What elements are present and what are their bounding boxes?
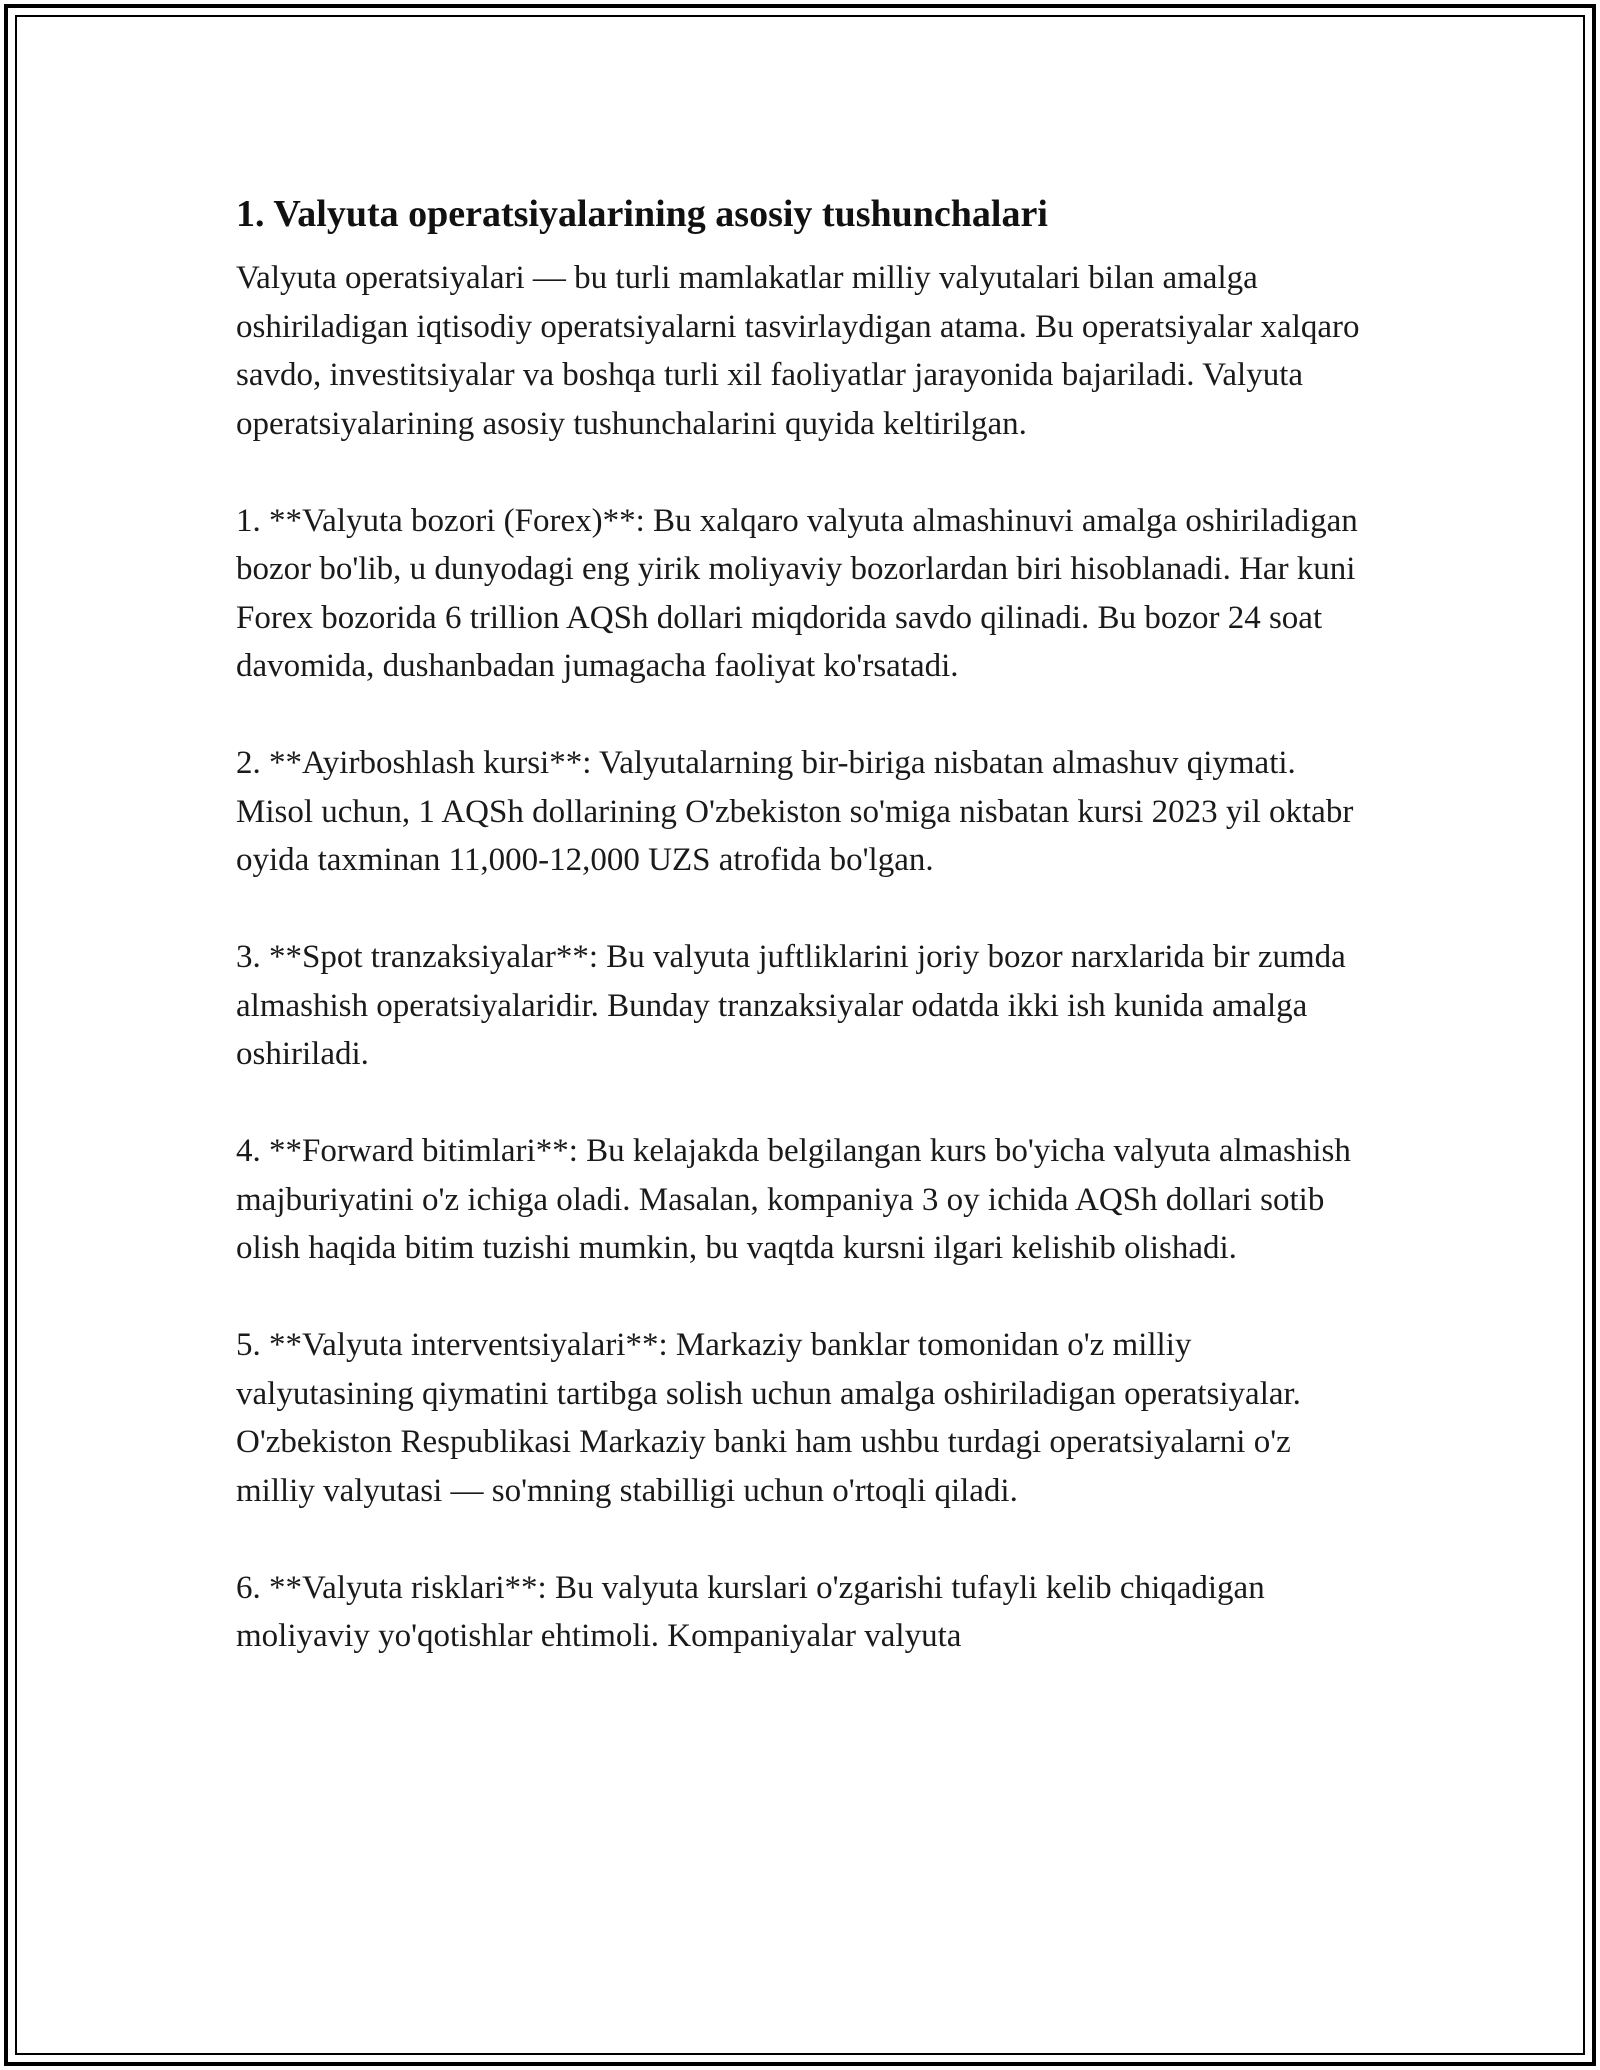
list-item-currency-risks: 6. **Valyuta risklari**: Bu valyuta kurslari o'zgarishi tufayli kelib chiqadigan moliyaviy yo'qotishlar ehtimoli. Kompaniyalar valyuta (236, 1569, 1265, 1654)
list-item-forex: 1. **Valyuta bozori (Forex)**: Bu xalqaro valyuta almashinuvi amalga oshiriladigan bozor bo'lib, u dunyodagi eng yirik moliyaviy bozorlardan biri hisoblanadi. Har kuni Forex bozorida 6 trillion AQSh dollari miqdorida savdo qilinadi. Bu bozor 24 soat davomida, dushanbadan jumagacha faoliyat ko'rsatadi. (236, 502, 1358, 684)
intro-paragraph: Valyuta operatsiyalari — bu turli mamlakatlar milliy valyutalari bilan amalga oshiriladigan iqtisodiy operatsiyalarni tasvirlaydigan atama. Bu operatsiyalar xalqaro savdo, investitsiyalar va boshqa turli xil faoliyatlar jarayonida bajariladi. Valyuta operatsiyalarining asosiy tushunchalarini quyida keltirilgan. (236, 260, 1360, 442)
list-item-currency-interventions: 5. **Valyuta interventsiyalari**: Markaziy banklar tomonidan o'z milliy valyutasining qiymatini tartibga solish uchun amalga oshiriladigan operatsiyalar. O'zbekiston Respublikasi Markaziy banki ham ushbu turdagi operatsiyalarni o'z milliy valyutasi — so'mning stabilligi uchun o'rtoqli qiladi. (236, 1327, 1301, 1509)
document-body (236, 186, 1376, 1709)
list-item-spot-transactions: 3. **Spot tranzaksiyalar**: Bu valyuta juftliklarini joriy bozor narxlarida bir zumda almashish operatsiyalaridir. Bunday tranzaksiyalar odatda ikki ish kunida amalga oshiriladi. (236, 939, 1346, 1072)
list-item-forward-contracts: 4. **Forward bitimlari**: Bu kelajakda belgilangan kurs bo'yicha valyuta almashish majburiyatini o'z ichiga oladi. Masalan, kompaniya 3 oy ichida AQSh dollari sotib olish haqida bitim tuzishi mumkin, bu vaqtda kursni ilgari kelishib olishadi. (236, 1133, 1351, 1266)
section-heading: 1. Valyuta operatsiyalarining asosiy tushunchalari (236, 193, 1048, 235)
list-item-exchange-rate: 2. **Ayirboshlash kursi**: Valyutalarning bir-biriga nisbatan almashuv qiymati. Misol uchun, 1 AQSh dollarining O'zbekiston so'miga nisbatan kursi 2023 yil oktabr oyida taxminan 11,000-12,000 UZS atrofida bo'lgan. (236, 745, 1354, 878)
